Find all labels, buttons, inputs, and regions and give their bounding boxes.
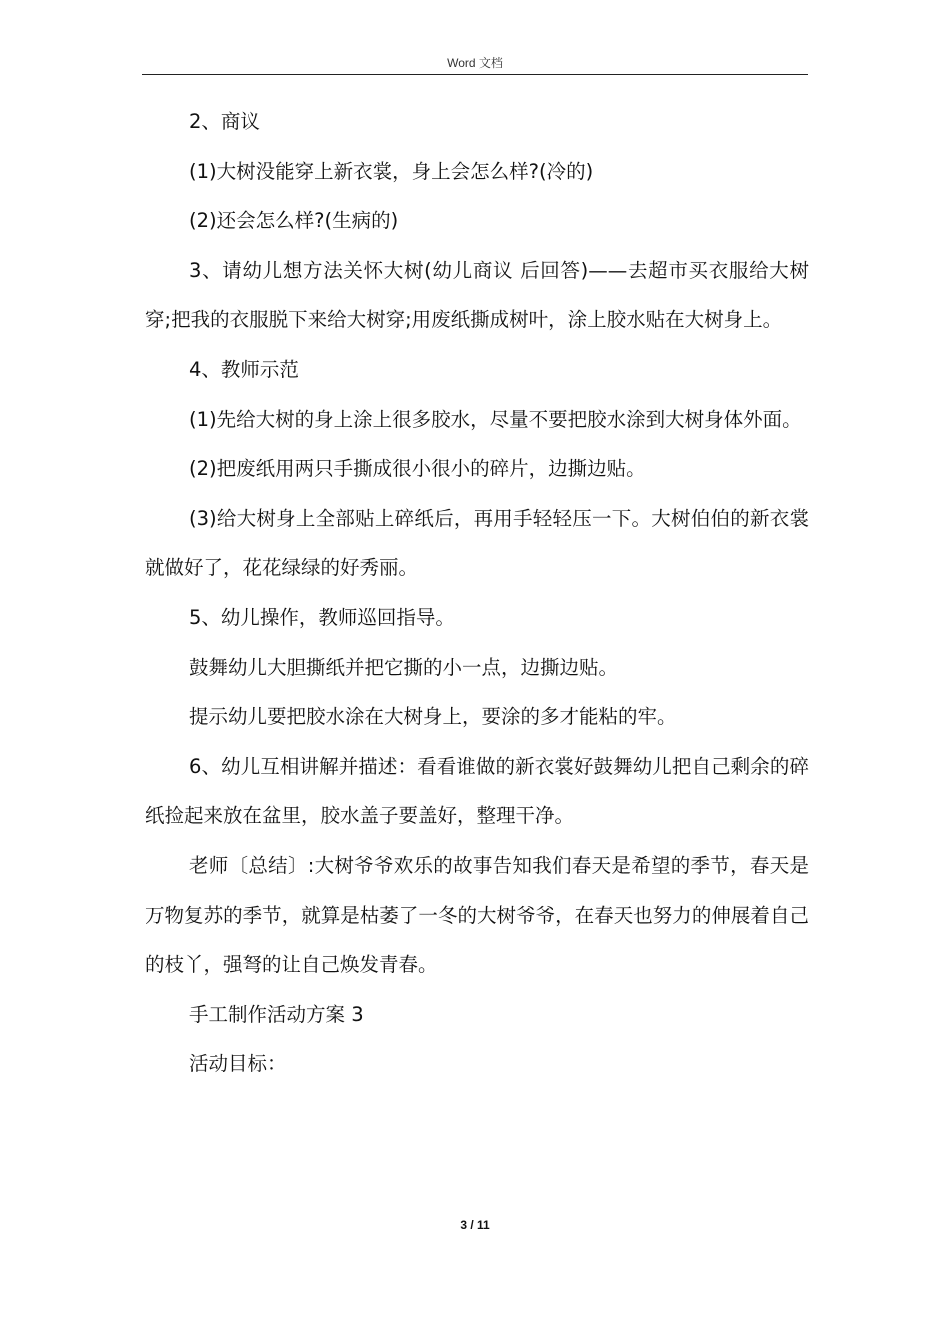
paragraph: 4、教师示范 (189, 357, 299, 381)
paragraph: 老师〔总结〕:大树爷爷欢乐的故事告知我们春天是希望的季节，春天是万物复苏的季节，就算是枯萎了一冬的大树爷爷，在春天也努力的伸展着自己的枝丫，强弩的让自己焕发青春。 (145, 853, 809, 977)
section-heading: 手工制作活动方案 3 (189, 1002, 364, 1026)
paragraph: 鼓舞幼儿大胆撕纸并把它撕的小一点，边撕边贴。 (189, 655, 619, 679)
header-title: Word 文档 (447, 56, 503, 70)
paragraph: 5、幼儿操作，教师巡回指导。 (189, 605, 455, 629)
paragraph: (2)把废纸用两只手撕成很小很小的碎片，边撕边贴。 (189, 457, 646, 481)
paragraph: 提示幼儿要把胶水涂在大树身上，要涂的多才能粘的牢。 (189, 705, 677, 729)
page-number (0, 1218, 950, 1232)
page-header (142, 56, 808, 75)
paragraph: (1)大树没能穿上新衣裳，身上会怎么样?(冷的) (189, 159, 594, 183)
paragraph: (1)先给大树的身上涂上很多胶水，尽量不要把胶水涂到大树身体外面。 (189, 407, 802, 431)
paragraph: 活动目标： (189, 1052, 287, 1076)
paragraph: 2、商议 (189, 110, 260, 133)
page-indicator: 3 / 11 (460, 1218, 490, 1232)
paragraph: 3、请幼儿想方法关怀大树(幼儿商议 后回答)——去超市买衣服给大树穿;把我的衣服脱下来给大树穿;用废纸撕成树叶，涂上胶水贴在大树身上。 (145, 258, 809, 332)
document-body (145, 97, 809, 1089)
paragraph: 6、幼儿互相讲解并描述：看看谁做的新衣裳好鼓舞幼儿把自己剩余的碎纸捡起来放在盆里，胶水盖子要盖好，整理干净。 (145, 754, 809, 828)
paragraph: (2)还会怎么样?(生病的) (189, 209, 399, 233)
paragraph: (3)给大树身上全部贴上碎纸后，再用手轻轻压一下。大树伯伯的新衣裳就做好了，花花绿绿的好秀丽。 (145, 506, 809, 580)
